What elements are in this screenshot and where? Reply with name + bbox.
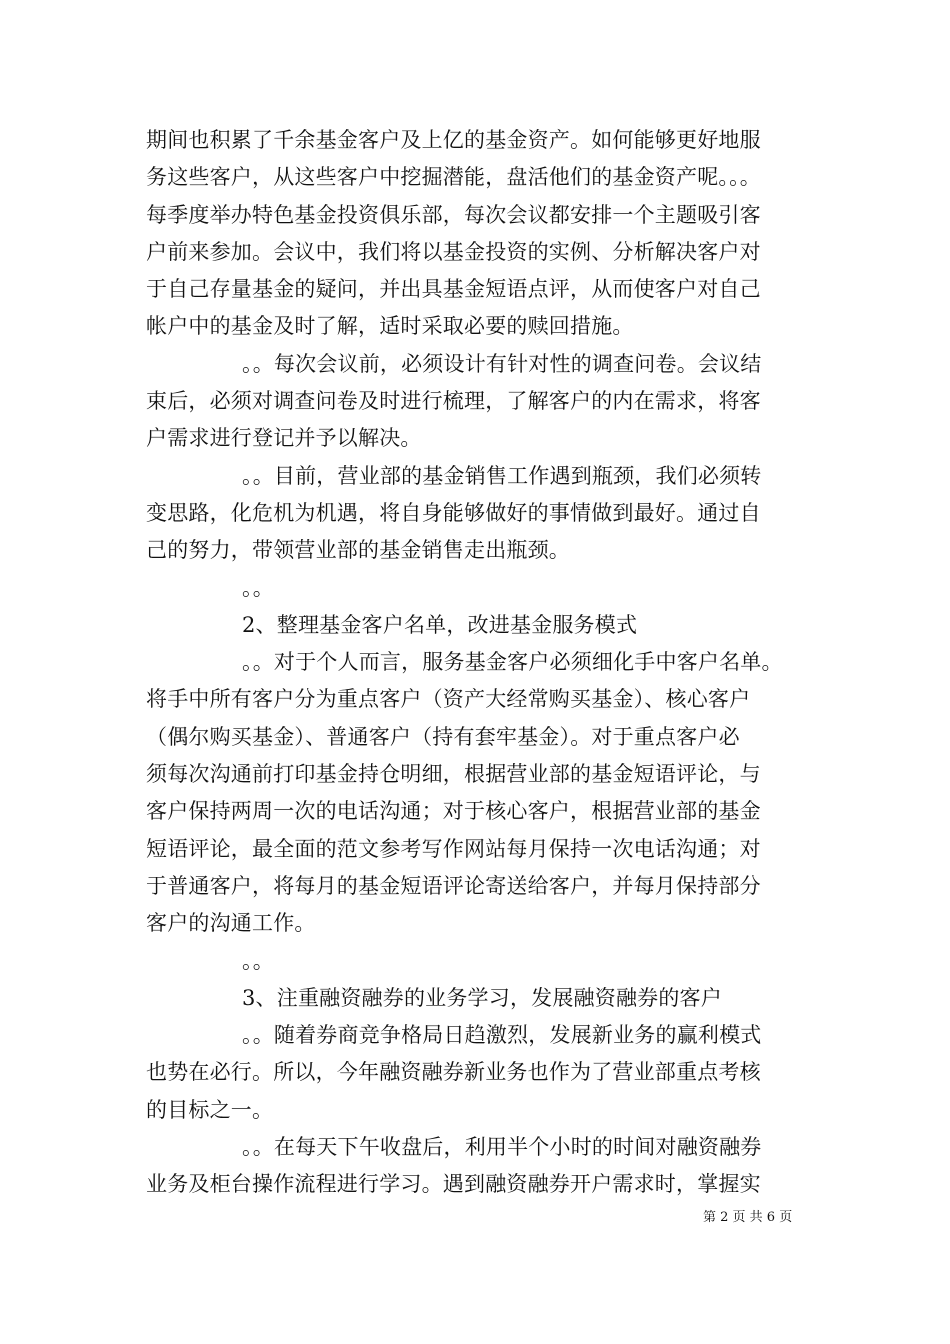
text-line: 于普通客户，将每月的基金短语评论寄送给客户，并每月保持部分 [146,873,761,898]
text-line: 。。目前，营业部的基金销售工作遇到瓶颈，我们必须转 [242,463,762,488]
text-line: 短语评论，最全面的范文参考写作网站每月保持一次电话沟通；对 [146,836,761,861]
text-line: 于自己存量基金的疑问，并出具基金短语点评，从而使客户对自己 [146,277,761,302]
text-line: 。。 [242,948,274,973]
text-line: 己的努力，带领营业部的基金销售走出瓶颈。 [146,538,570,563]
section-heading: 2、整理基金客户名单，改进基金服务模式 [242,612,638,637]
text-line: 。。每次会议前，必须设计有针对性的调查问卷。会议结 [242,351,762,376]
text-line: 每季度举办特色基金投资俱乐部，每次会议都安排一个主题吸引客 [146,202,761,227]
text-line: 。。随着券商竞争格局日趋激烈，发展新业务的赢利模式 [242,1023,762,1048]
text-line: 将手中所有客户分为重点客户（资产大经常购买基金）、核心客户 [146,687,751,712]
text-line: 户需求进行登记并予以解决。 [146,426,422,451]
text-line: 。。对于个人而言，服务基金客户必须细化手中客户名单。 [242,650,783,675]
text-line: 务这些客户，从这些客户中挖掘潜能，盘活他们的基金资产呢。。。 [146,165,761,190]
page-number-footer: 第 2 页 共 6 页 [703,1210,793,1225]
document-body [146,122,806,1204]
text-line: 须每次沟通前打印基金持仓明细，根据营业部的基金短语评论，与 [146,762,761,787]
text-line: 。。在每天下午收盘后，利用半个小时的时间对融资融券 [242,1135,762,1160]
text-line: 帐户中的基金及时了解，适时采取必要的赎回措施。 [146,314,634,339]
text-line: 期间也积累了千余基金客户及上亿的基金资产。如何能够更好地服 [146,128,761,152]
text-line: 。。 [242,575,274,600]
text-line: 束后，必须对调查问卷及时进行梳理，了解客户的内在需求，将客 [146,389,761,414]
text-line: 客户的沟通工作。 [146,911,316,936]
text-line: 户前来参加。会议中，我们将以基金投资的实例、分析解决客户对 [146,239,761,264]
text-line: 变思路，化危机为机遇，将自身能够做好的事情做到最好。通过自 [146,500,761,525]
text-line: 也势在必行。所以，今年融资融券新业务也作为了营业部重点考核 [146,1060,761,1085]
text-line: 业务及柜台操作流程进行学习。遇到融资融券开户需求时，掌握实 [146,1172,761,1197]
text-line: 的目标之一。 [146,1097,274,1122]
section-heading: 3、注重融资融券的业务学习，发展融资融券的客户 [242,985,722,1010]
text-line: 客户保持两周一次的电话沟通；对于核心客户，根据营业部的基金 [146,799,761,824]
text-line: （偶尔购买基金）、普通客户（持有套牢基金）。对于重点客户必 [146,724,740,749]
